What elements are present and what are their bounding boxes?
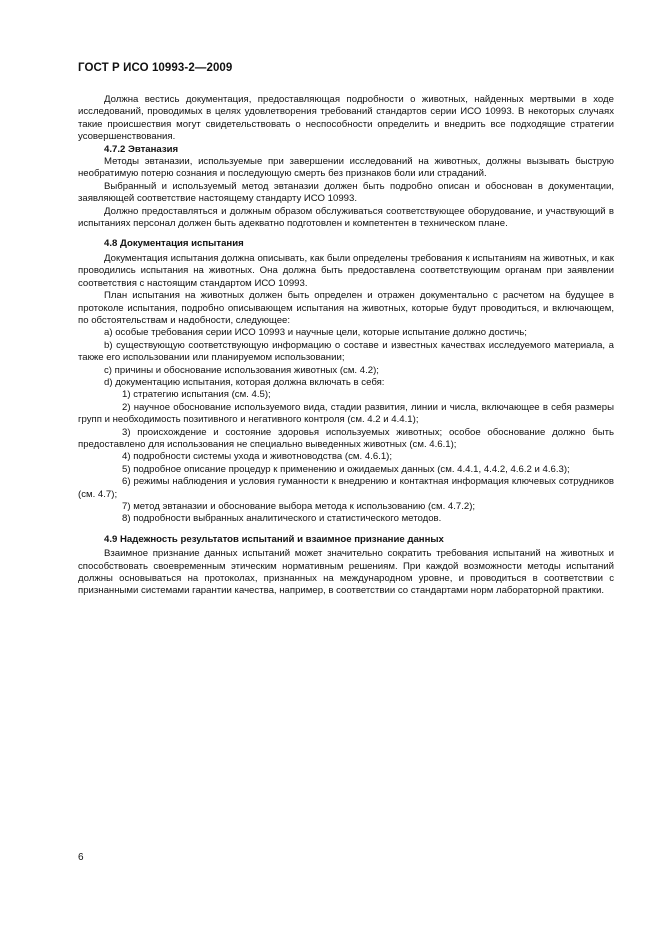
list-item: d) документацию испытания, которая должна включать в себя: <box>104 376 385 388</box>
document-body <box>78 94 614 598</box>
paragraph: Должно предоставляться и должным образом обслуживаться соответствующее оборудование, и участвующий в испытаниях персонал должен быть адекватно подготовлен и компетентен в техническом плане. <box>78 205 614 230</box>
heading-4-8: 4.8 Документация испытания <box>104 238 244 250</box>
paragraph: План испытания на животных должен быть определен и отражен документально с расчетом на будущее в протоколе испытания, подробно описывающем испытания на животных, которые будут проводиться, и включающем, по обстоятельствам и надобности, следующее: <box>78 290 614 326</box>
heading-4-9: 4.9 Надежность результатов испытаний и взаимное признание данных <box>104 533 444 545</box>
sub-list-item: 6) режимы наблюдения и условия гуманности к внедрению и контактная информация ключевых сотрудников (см. 4.7); <box>78 476 614 500</box>
list-item: a) особые требования серии ИСО 10993 и научные цели, которые испытание должно достичь; <box>104 327 527 339</box>
sub-list-item: 8) подробности выбранных аналитического и статистического методов. <box>122 513 442 525</box>
sub-list-item: 2) научное обоснование используемого вида, стадии развития, линии и числа, включающее в себя размеры групп и необходимость позитивного и негативного контроля (см. 4.2 и 4.4.1); <box>78 401 614 426</box>
sub-list-item: 5) подробное описание процедур к применению и ожидаемых данных (см. 4.4.1, 4.4.2, 4.6.2 и 4.6.3); <box>122 463 570 475</box>
sub-list-item: 3) происхождение и состояние здоровья используемых животных; особое обоснование должно быть предоставлено для использования не специально выведенных животных (см. 4.6.1); <box>78 426 614 450</box>
sub-list-item: 4) подробности системы ухода и животноводства (см. 4.6.1); <box>122 451 393 463</box>
sub-list-item: 7) метод эвтаназии и обоснование выбора метода к использованию (см. 4.7.2); <box>122 501 476 512</box>
paragraph: Документация испытания должна описывать, как были определены требования к испытаниям на животных, и как проводились испытания на животных. Она должна быть предоставлена соответствующим органам при заявлении соответствия с настоящим стандартом ИСО 10993. <box>78 252 614 289</box>
paragraph-dead-animals: Должна вестись документация, предоставляющая подробности о животных, найденных мертвыми в ходе исследований, проводимых в целях удовлетворения требований стандартов серии ИСО 10993. В некоторых случаях такие происшествия могут свидетельствовать о неспособности определить и внедрить все подходящие стратегии усовершенствования. <box>78 94 614 143</box>
list-item: c) причины и обоснование использования животных (см. 4.2); <box>104 364 379 376</box>
paragraph: Методы эвтаназии, используемые при завершении исследований на животных, должны вызывать быструю необратимую потерю сознания и последующую смерть без признаков боли или страданий. <box>78 156 614 180</box>
document-header: ГОСТ Р ИСО 10993-2—2009 <box>78 62 233 74</box>
paragraph: Взаимное признание данных испытаний может значительно сократить требования испытаний на животных и способствовать своевременным этическим нормативным решениям. При каждой возможности методы испытаний должны основываться на протоколах, признанных на международном уровне, и проводиться в соответствии с признанными системами гарантии качества, например, в соответствии со стандартами норм лабораторной практики. <box>78 548 614 597</box>
heading-4-7-2: 4.7.2 Эвтаназия <box>104 143 179 155</box>
sub-list-item: 1) стратегию испытания (см. 4.5); <box>122 389 271 401</box>
list-item: b) существующую соответствующую информацию о составе и известных качествах исследуемого материала, а также его использовании или планируемом использовании; <box>78 339 614 364</box>
paragraph: Выбранный и используемый метод эвтаназии должен быть подробно описан и обоснован в документации, заявляющей соответствие настоящему стандарту ИСО 10993. <box>78 180 614 205</box>
page-number: 6 <box>78 852 84 863</box>
